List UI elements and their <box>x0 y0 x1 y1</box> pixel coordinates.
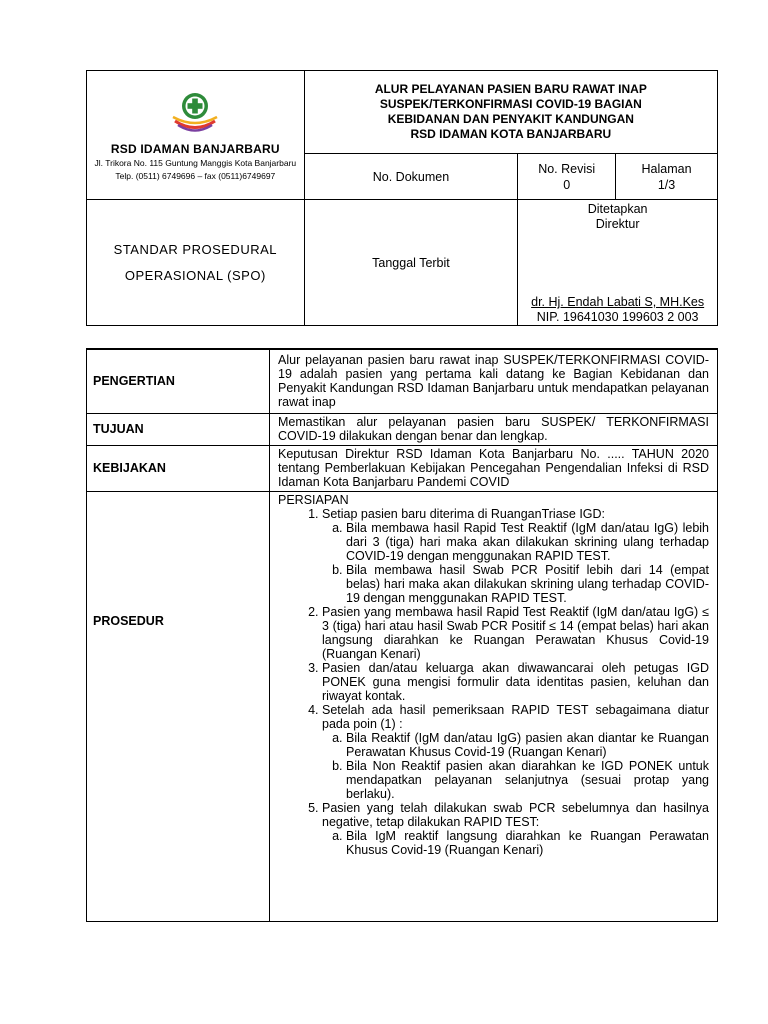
document-title-line: RSD IDAMAN KOTA BANJARBARU <box>410 127 612 141</box>
sub-steps-list <box>322 521 709 605</box>
tanggal-terbit-label: Tanggal Terbit <box>372 255 450 270</box>
sub-steps-list <box>322 829 709 857</box>
halaman-label: Halaman <box>641 161 692 176</box>
direktur-label: Direktur <box>595 217 640 231</box>
sub-steps-list <box>322 731 709 801</box>
hospital-address: Jl. Trikora No. 115 Guntung Manggis Kota Banjarbaru <box>94 158 297 168</box>
table-row <box>87 349 718 413</box>
tanggal-terbit-cell <box>304 200 518 326</box>
no-dokumen-label: No. Dokumen <box>372 169 450 184</box>
document-title <box>304 71 717 154</box>
list-item <box>322 507 709 605</box>
list-item <box>322 661 709 703</box>
step-text: Pasien dan/atau keluarga akan diwawancarai oleh petugas IGD PONEK guna mengisi formulir data identitas pasien, keluhan dan riwayat kontak. <box>322 660 709 703</box>
kebijakan-label: KEBIJAKAN <box>87 445 270 491</box>
step-text: Pasien yang telah dilakukan swab PCR sebelumnya dan hasilnya negative, tetap dilakukan RAPID TEST: <box>322 800 709 829</box>
no-revisi-label: No. Revisi <box>538 161 596 176</box>
halaman-value: 1/3 <box>657 177 676 192</box>
spo-label-line: OPERASIONAL (SPO) <box>124 267 266 283</box>
no-dokumen-cell <box>304 154 518 200</box>
hospital-cross-logo-icon <box>169 88 221 136</box>
list-item: a. Bila IgM reaktif langsung diarahkan ke Ruangan Perawatan Khusus Covid-19 (Ruangan Kenari) <box>346 829 709 857</box>
table-row <box>87 413 718 445</box>
list-item <box>322 605 709 661</box>
pengertian-text: Alur pelayanan pasien baru rawat inap SUSPEK/TERKONFIRMASI COVID-19 adalah pasien yang pertama kali datang ke Bagian Kebidanan dan Penyakit Kandungan RSD Idaman Banjarbaru untuk mendapatkan pelayanan rawat inap <box>270 349 718 413</box>
hospital-phone: Telp. (0511) 6749696 – fax (0511)6749697 <box>115 171 276 181</box>
list-item: a. Bila membawa hasil Rapid Test Reaktif (IgM dan/atau IgG) lebih dari 3 (tiga) hari maka akan dilakukan skrining ulang terhadap COVID-19 dengan menggunakan RAPID TEST. <box>346 521 709 563</box>
signer-nip: NIP. 19641030 199603 2 003 <box>536 310 699 324</box>
tujuan-text: Memastikan alur pelayanan pasien baru SUSPEK/ TERKONFIRMASI COVID-19 dilakukan dengan benar dan lengkap. <box>270 413 718 445</box>
spo-content-table <box>86 348 718 922</box>
prosedur-steps-list <box>278 507 709 857</box>
list-item: a. Bila Reaktif (IgM dan/atau IgG) pasien akan diantar ke Ruangan Perawatan Khusus Covid-19 (Ruangan Kenari) <box>346 731 709 759</box>
signer-name: dr. Hj. Endah Labati S, MH.Kes <box>531 295 705 309</box>
prosedur-label: PROSEDUR <box>87 491 270 921</box>
no-revisi-cell <box>518 154 616 200</box>
no-revisi-value: 0 <box>563 177 571 192</box>
prosedur-content <box>270 491 718 921</box>
hospital-name: RSD IDAMAN BANJARBARU <box>110 142 280 156</box>
list-item: b. Bila membawa hasil Swab PCR Positif lebih dari 14 (empat belas) hari maka akan dilakukan skrining ulang terhadap COVID-19 dengan menggunakan RAPID TEST. <box>346 563 709 605</box>
kebijakan-text: Keputusan Direktur RSD Idaman Kota Banjarbaru No. ..... TAHUN 2020 tentang Pemberlakuan Kebijakan Pencegahan Pengendalian Infeksi di RSD Idaman Kota Banjarbaru Pandemi COVID <box>270 445 718 491</box>
tujuan-label: TUJUAN <box>87 413 270 445</box>
hospital-identity-cell <box>87 71 305 200</box>
table-row <box>87 445 718 491</box>
halaman-cell <box>616 154 718 200</box>
pengertian-label: PENGERTIAN <box>87 349 270 413</box>
list-item: b. Bila Non Reaktif pasien akan diarahkan ke IGD PONEK untuk mendapatkan pelayanan selanjutnya (sesuai protap yang berlaku). <box>346 759 709 801</box>
spo-label-line: STANDAR PROSEDURAL <box>113 241 277 257</box>
document-header-table <box>86 70 718 326</box>
list-item <box>322 703 709 801</box>
step-text: Setelah ada hasil pemeriksaan RAPID TEST sebagaimana diatur pada poin (1) : <box>322 702 709 731</box>
approval-cell <box>518 200 718 326</box>
spo-cell <box>87 200 305 326</box>
step-text: Setiap pasien baru diterima di RuanganTriase IGD: <box>322 506 606 521</box>
list-item <box>322 801 709 857</box>
step-text: Pasien yang membawa hasil Rapid Test Reaktif (IgM dan/atau IgG) ≤ 3 (tiga) hari atau hasil Swab PCR Positif ≤ 14 (empat belas) hari akan langsung diarahkan ke Ruangan Perawatan Khusus Covid-19 (Ruangan Kenari) <box>322 604 709 661</box>
document-title-line: SUSPEK/TERKONFIRMASI COVID-19 BAGIAN <box>379 97 642 111</box>
document-title-line: ALUR PELAYANAN PASIEN BARU RAWAT INAP <box>374 82 647 96</box>
table-row <box>87 491 718 921</box>
document-title-line: KEBIDANAN DAN PENYAKIT KANDUNGAN <box>387 112 634 126</box>
prosedur-heading: PERSIAPAN <box>278 492 349 507</box>
ditetapkan-label: Ditetapkan <box>587 202 648 216</box>
